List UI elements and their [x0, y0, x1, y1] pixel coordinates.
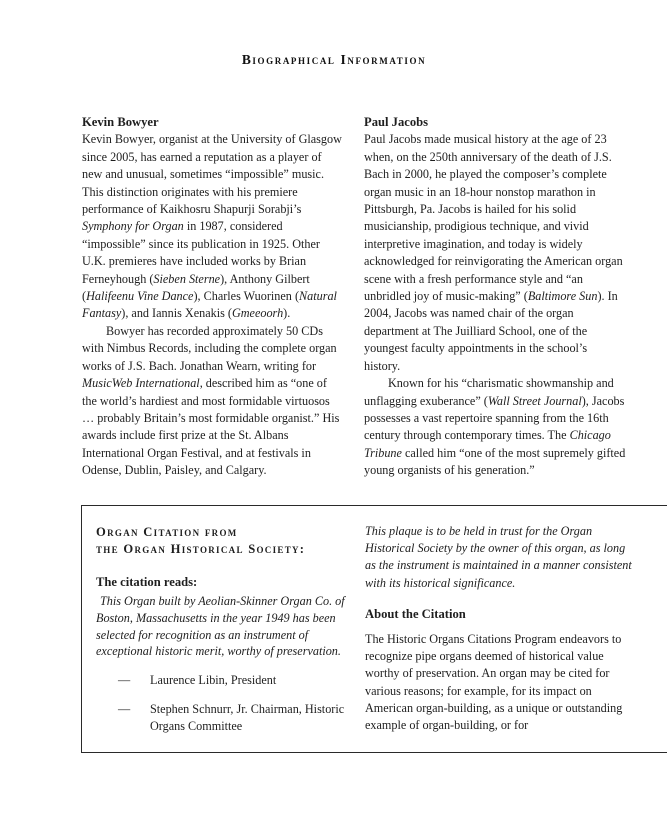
plaque-text: This plaque is to be held in trust for the Organ Historical Society by the owner of this organ, as long as the instrument is maintained in a manner consistent with its historical significance. — [365, 524, 632, 590]
bio-paul-jacobs — [364, 114, 626, 480]
about-citation-heading: About the Citation — [365, 606, 466, 621]
about-citation-text: The Historic Organs Citations Program endeavors to recognize pipe organs deemed of historical value worthy of preservation. An organ may be cited for various reasons; for example, for its impact on American organ-building, as a unique or outstanding example of organ-building, or for — [365, 632, 623, 733]
citation-left-column — [96, 524, 356, 735]
italic-title: Gmeeoorh — [231, 306, 284, 321]
bio-paragraph: Bowyer has recorded approximately 50 CDs with Nimbus Records, including the complete organ works of J.S. Bach. Jonathan Wearn, writing for MusicWeb International, described him as “one of the world’s hardiest and most formidable virtuosos … probably Britain’s most formidable organist.” His awards include first prize at the St. Albans International Organ Festival, and at festivals in Odense, Dublin, Paisley, and Calgary. — [82, 323, 340, 478]
italic-title: MusicWeb International — [82, 376, 200, 391]
italic-title: Symphony for Organ — [82, 219, 184, 234]
citation-reads-heading: The citation reads: — [96, 575, 198, 590]
citation-right-column — [365, 523, 633, 734]
bio-kevin-bowyer — [82, 114, 344, 480]
italic-title: Natural Fantasy — [82, 289, 337, 321]
bio-paragraph: Known for his “charismatic showmanship and unflagging exuberance” (Wall Street Journal), Jacobs possesses a vast repertoire spanning from the 16th century through contemporary times. The Chicago Tribune called him “one of the most supremely gifted young organists of his generation.” — [364, 376, 626, 478]
citation-heading-line-1: Organ Citation from — [96, 525, 238, 539]
italic-title: Wall Street Journal — [487, 393, 582, 408]
signatory-text: Laurence Libin, President — [150, 673, 277, 688]
organ-citation-box — [81, 505, 667, 753]
italic-title: Halifeenu Vine Dance — [86, 289, 194, 304]
bio-paragraph: Paul Jacobs made musical history at the age of 23 when, on the 250th anniversary of the death of J.S. Bach in 2000, he played the composer’s complete organ music in an 18-hour nonstop marathon in Pittsburgh, Pa. Jacobs is hailed for his solid musicianship, prodigious technique, and vivid interpretive imagination, and today is widely acknowledged for reinvigorating the American organ scene with a fresh performance style and “an unbridled joy of music-making” (Baltimore Sun). In 2004, Jacobs was named chair of the organ department at The Juilliard School, one of the youngest faculty appointments in the school’s history. — [364, 132, 623, 373]
page-title: Biographical Information — [241, 52, 427, 67]
citation-text: This Organ built by Aeolian-Skinner Organ Co. of Boston, Massachusetts in the year 1949 has been selected for recognition as an instrument of exceptional historic merit, worthy of preservation. — [96, 593, 345, 659]
signatory — [96, 701, 356, 735]
italic-title: Baltimore Sun — [527, 289, 598, 304]
signatory-dash: — — [118, 673, 131, 688]
bio-name: Paul Jacobs — [364, 115, 429, 129]
signatory-text: Stephen Schnurr, Jr. Chairman, Historic Organs Committee — [150, 701, 345, 733]
italic-title: Sieben Sterne — [153, 271, 221, 286]
italic-title: Chicago Tribune — [364, 428, 611, 460]
bio-paragraph: Kevin Bowyer, organist at the University of Glasgow since 2005, has earned a reputation as a player of new and unusual, sometimes “impossible” music. This distinction originates with his premiere performance of Kaikhosru Shapurji Sorabji’s Symphony for Organ in 1987, considered “impossible” since its publication in 1925. Other U.K. premieres have included works by Brian Ferneyhough (Sieben Sterne), Anthony Gilbert (Halifeenu Vine Dance), Charles Wuorinen (Natural Fantasy), and Iannis Xenakis (Gmeeoorh). — [82, 132, 342, 321]
bio-name: Kevin Bowyer — [82, 115, 159, 129]
signatory — [96, 672, 356, 689]
citation-heading-line-2: the Organ Historical Society: — [96, 541, 306, 556]
signatory-dash: — — [118, 701, 131, 716]
